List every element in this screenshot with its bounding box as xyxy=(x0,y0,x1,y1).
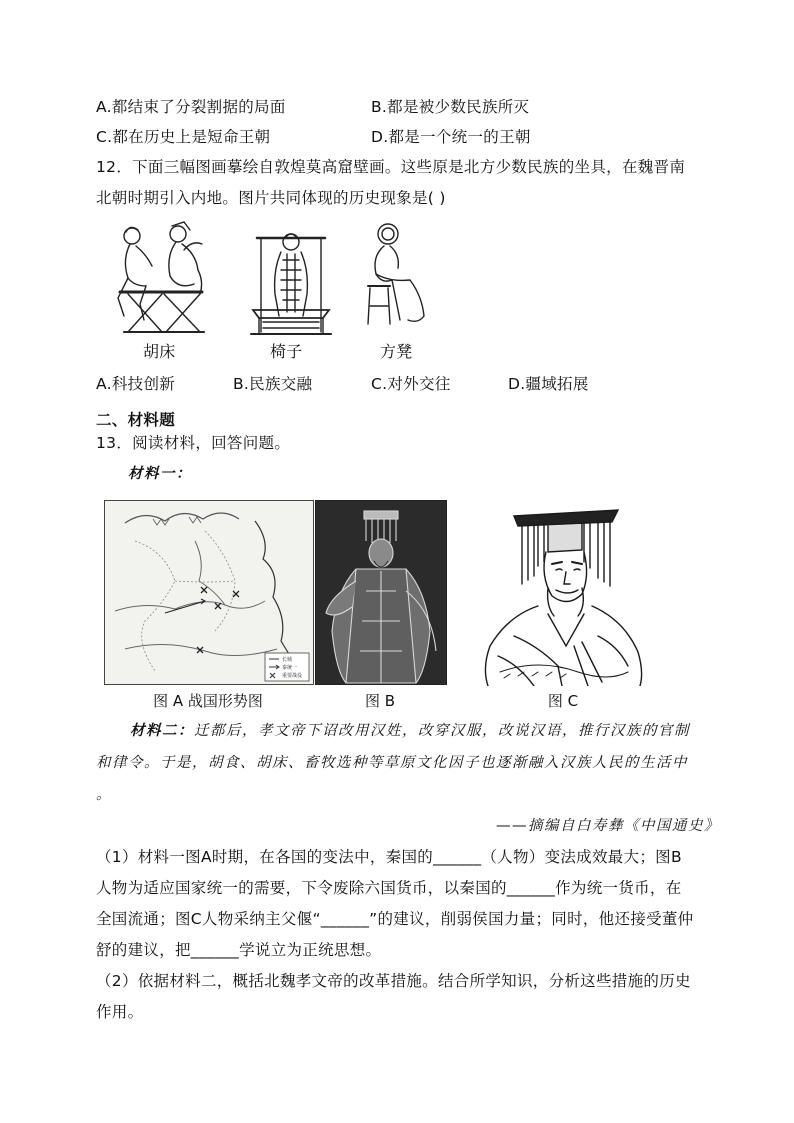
q11-option-a: A.都结束了分裂割据的局面 xyxy=(96,98,286,116)
square-stool-illustration xyxy=(360,220,440,340)
q12-stem-line2: 北朝时期引入内地。图片共同体现的历史现象是( ) xyxy=(96,189,446,207)
caption-figure-b: 图 B xyxy=(364,692,396,710)
warring-states-map xyxy=(104,500,314,685)
material2-source: ——摘编自白寿彝《中国通史》 xyxy=(496,818,720,834)
chair-illustration xyxy=(245,220,335,340)
material2-line2: 和律令。于是，胡食、胡床、畜牧选种等草原文化因子也逐渐融入汉族人民的生活中 xyxy=(96,755,688,771)
q11-option-d: D.都是一个统一的王朝 xyxy=(371,128,531,146)
caption-square-stool: 方凳 xyxy=(380,342,413,361)
question1-line2: 人物为适应国家统一的需要，下令废除六国货币，以秦国的______作为统一货币，在 xyxy=(96,879,682,897)
caption-hu-chuang: 胡床 xyxy=(143,342,176,361)
question1-line1: （1）材料一图A时期，在各国的变法中，秦国的______（人物）变法成效最大；图B xyxy=(96,848,682,866)
question1-line3: 全国流通；图C人物采纳主父偃“______”的建议，削弱侯国力量；同时，他还接受董仲 xyxy=(96,910,694,928)
map-legend-major-battle: 重要战役 xyxy=(282,673,303,679)
map-legend-qin-unification: 秦统一 xyxy=(282,665,298,671)
q12-option-a: A.科技创新 xyxy=(96,375,176,393)
q11-option-b: B.都是被少数民族所灭 xyxy=(371,98,530,116)
section-heading: 二、材料题 xyxy=(96,411,176,429)
material2-text-line1: 迁都后，孝文帝下诏改用汉姓，改穿汉服，改说汉语，推行汉族的官制 xyxy=(194,723,690,739)
question1-line4: 舒的建议，把______学说立为正统思想。 xyxy=(96,941,382,959)
q13-stem: 13．阅读材料，回答问题。 xyxy=(96,434,291,452)
q12-option-b: B.民族交融 xyxy=(233,375,313,393)
question2-line1: （2）依据材料二，概括北魏孝文帝的改革措施。结合所学知识，分析这些措施的历史 xyxy=(96,972,691,990)
figure-c-portrait xyxy=(478,496,648,686)
caption-chair: 椅子 xyxy=(270,342,303,361)
material1-label: 材料一： xyxy=(128,465,192,482)
q11-option-c: C.都在历史上是短命王朝 xyxy=(96,128,271,146)
material2-line1 xyxy=(130,720,690,742)
hu-chuang-illustration xyxy=(100,220,218,340)
q12-stem-line1: 12．下面三幅图画摹绘自敦煌莫高窟壁画。这些原是北方少数民族的坐具，在魏晋南 xyxy=(96,158,686,176)
map-legend-great-wall: 长城 xyxy=(282,657,293,663)
caption-figure-a: 图 A 战国形势图 xyxy=(153,692,263,710)
caption-figure-c: 图 C xyxy=(547,692,579,710)
q12-option-d: D.疆域拓展 xyxy=(508,375,589,393)
q12-option-c: C.对外交往 xyxy=(371,375,451,393)
figure-b-portrait xyxy=(315,500,447,685)
question2-line2: 作用。 xyxy=(96,1003,144,1021)
material2-label: 材料二： xyxy=(130,722,194,739)
material2-line3: 。 xyxy=(96,787,112,803)
